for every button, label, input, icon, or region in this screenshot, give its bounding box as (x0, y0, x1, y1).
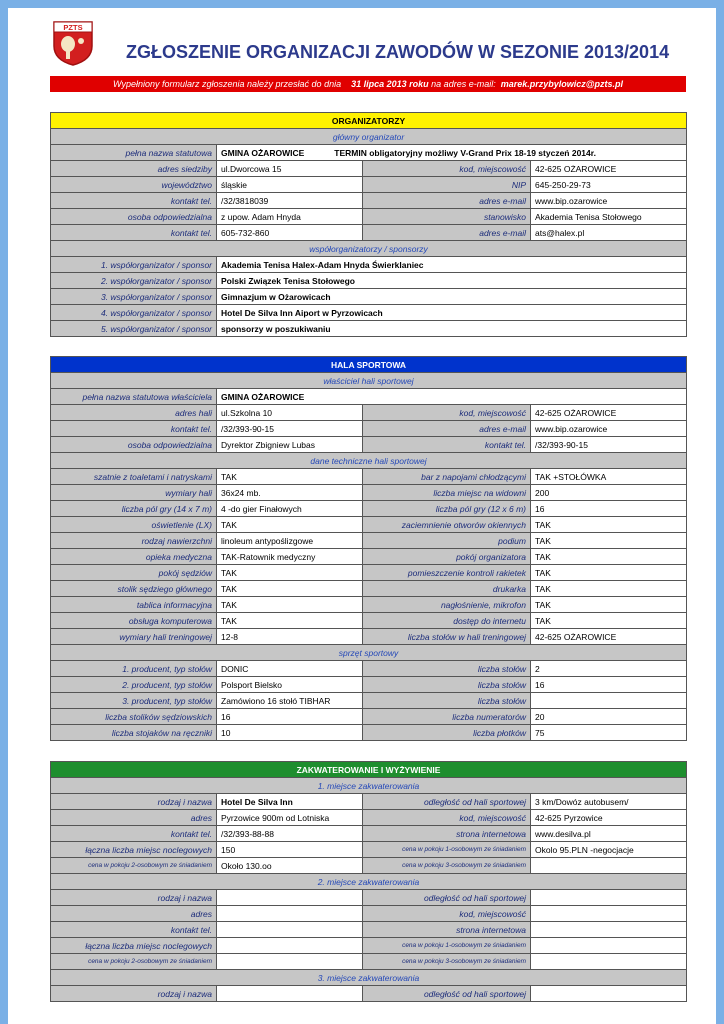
row-field[interactable] (531, 986, 687, 1002)
row-field[interactable]: 12-8 (217, 629, 363, 645)
row-field[interactable]: /32/393-90-15 (217, 421, 363, 437)
row-field[interactable]: Pyrzowice 900m od Lotniska (217, 810, 363, 826)
row-label: szatnie z toaletami i natryskami (51, 469, 217, 485)
address-label: adres siedziby (51, 161, 217, 177)
row-field[interactable]: /32/393-90-15 (531, 437, 687, 453)
row-label: kontakt tel. (51, 421, 217, 437)
row-label: rodzaj i nazwa (51, 890, 217, 906)
full-name-value: GMINA OŻAROWICE (221, 147, 305, 158)
row-label: osoba odpowiedzialna (51, 437, 217, 453)
row-label: liczba pól gry (14 x 7 m) (51, 501, 217, 517)
row-label: liczba płotków (363, 725, 531, 741)
row-label: kod, miejscowość (363, 405, 531, 421)
row-label: liczba stołów w hali treningowej (363, 629, 531, 645)
phone-field[interactable]: /32/3818039 (217, 193, 363, 209)
row-label: odległość od hali sportowej (363, 986, 531, 1002)
deadline-notice (50, 76, 686, 92)
row-label: adres (51, 810, 217, 826)
row-field[interactable] (531, 906, 687, 922)
tech-data-subheading: dane techniczne hali sportowej (51, 453, 687, 469)
row-field[interactable] (217, 890, 363, 906)
row-label: adres hali (51, 405, 217, 421)
row-field[interactable]: TAK (531, 517, 687, 533)
row-label: 2. producent, typ stołów (51, 677, 217, 693)
row-label: kontakt tel. (51, 922, 217, 938)
row-label: łączna liczba miejsc noclegowych (51, 938, 217, 954)
row-field[interactable] (217, 922, 363, 938)
row-label: odległość od hali sportowej (363, 794, 531, 810)
postal-field[interactable]: 42-625 OŻAROWICE (531, 161, 687, 177)
email-field[interactable]: ats@halex.pl (531, 225, 687, 241)
row-label: bar z napojami chłodzącymi (363, 469, 531, 485)
row-field[interactable] (531, 890, 687, 906)
row-label: wymiary hali (51, 485, 217, 501)
row-field[interactable]: 200 (531, 485, 687, 501)
row-field[interactable]: 36x24 mb. (217, 485, 363, 501)
row-field[interactable]: TAK (217, 565, 363, 581)
row-label: stolik sędziego głównego (51, 581, 217, 597)
lodging-heading: ZAKWATEROWANIE I WYŻYWIENIE (51, 762, 687, 778)
row-field[interactable]: 20 (531, 709, 687, 725)
row-field[interactable]: ul.Szkolna 10 (217, 405, 363, 421)
row-field[interactable]: TAK (531, 565, 687, 581)
row-field[interactable] (217, 954, 363, 970)
row-label: 3. producent, typ stołów (51, 693, 217, 709)
row-field[interactable] (531, 693, 687, 709)
row-field[interactable]: TAK (531, 581, 687, 597)
row-field[interactable]: TAK (531, 533, 687, 549)
organizers-heading: ORGANIZATORZY (51, 113, 687, 129)
address-field[interactable]: ul.Dworcowa 15 (217, 161, 363, 177)
row-label: cena w pokoju 1-osobowym ze śniadaniem (363, 842, 531, 858)
co-organizer-label: 4. współorganizator / sponsor (51, 305, 217, 321)
row-field[interactable]: TAK (217, 517, 363, 533)
co-organizers-subheading: współorganizatorzy / sponsorzy (51, 241, 687, 257)
row-label: nagłośnienie, mikrofon (363, 597, 531, 613)
email-label: adres e-mail (363, 225, 531, 241)
row-field[interactable]: www.bip.ozarowice (531, 421, 687, 437)
row-label: rodzaj nawierzchni (51, 533, 217, 549)
lodging-3-subheading: 3. miejsce zakwaterowania (51, 970, 687, 986)
hall-heading: HALA SPORTOWA (51, 357, 687, 373)
row-label: liczba stojaków na ręczniki (51, 725, 217, 741)
row-field[interactable]: TAK (217, 613, 363, 629)
row-field[interactable]: Okolo 95.PLN -negocjacje (531, 842, 687, 858)
row-field[interactable]: TAK (531, 597, 687, 613)
row-field[interactable]: TAK (217, 597, 363, 613)
organizers-section (50, 112, 687, 337)
lodging-2-subheading: 2. miejsce zakwaterowania (51, 874, 687, 890)
hall-owner-subheading: właściciel hali sportowej (51, 373, 687, 389)
row-field[interactable]: 42-625 OŻAROWICE (531, 405, 687, 421)
row-field[interactable]: 3 km/Dowóz autobusem/ (531, 794, 687, 810)
pzts-logo (52, 20, 94, 66)
row-field[interactable]: linoleum antypoślizgowe (217, 533, 363, 549)
row-label: kontakt tel. (51, 826, 217, 842)
row-field[interactable]: TAK (531, 549, 687, 565)
person-label: osoba odpowiedzialna (51, 209, 217, 225)
row-field[interactable] (217, 986, 363, 1002)
row-field[interactable] (217, 938, 363, 954)
notice-text-2: na adres e-mail: (431, 79, 496, 89)
row-label: liczba stołów (363, 693, 531, 709)
row-field[interactable]: 42-625 Pyrzowice (531, 810, 687, 826)
row-label: 1. producent, typ stołów (51, 661, 217, 677)
row-field[interactable]: DONIC (217, 661, 363, 677)
row-field[interactable]: Około 130.oo (217, 858, 363, 874)
www-field[interactable]: www.bip.ozarowice (531, 193, 687, 209)
equipment-subheading: sprzęt sportowy (51, 645, 687, 661)
lodging-1-subheading: 1. miejsce zakwaterowania (51, 778, 687, 794)
row-field[interactable] (531, 858, 687, 874)
row-label: pomieszczenie kontroli rakietek (363, 565, 531, 581)
notice-date: 31 lipca 2013 roku (351, 79, 429, 89)
owner-name-field[interactable]: GMINA OŻAROWICE (217, 389, 687, 405)
row-label: cena w pokoju 2-osobowym ze śniadaniem (51, 858, 217, 874)
row-label: podium (363, 533, 531, 549)
row-label: zaciemnienie otworów okiennych (363, 517, 531, 533)
row-field[interactable]: Hotel De Silva Inn (217, 794, 363, 810)
row-label: kod, miejscowość (363, 810, 531, 826)
row-label: rodzaj i nazwa (51, 986, 217, 1002)
row-field[interactable]: TAK (531, 613, 687, 629)
www-label: adres e-mail (363, 193, 531, 209)
row-field[interactable] (531, 938, 687, 954)
voivodeship-field[interactable]: śląskie (217, 177, 363, 193)
row-label: rodzaj i nazwa (51, 794, 217, 810)
row-field[interactable]: 4 -do gier Finałowych (217, 501, 363, 517)
row-label: drukarka (363, 581, 531, 597)
row-label: opieka medyczna (51, 549, 217, 565)
row-field[interactable]: 42-625 OŻAROWICE (531, 629, 687, 645)
row-label: odległość od hali sportowej (363, 890, 531, 906)
row-field[interactable] (531, 954, 687, 970)
row-label: pokój organizatora (363, 549, 531, 565)
postal-label: kod, miejscowość (363, 161, 531, 177)
row-label: tablica informacyjna (51, 597, 217, 613)
row-field[interactable]: 10 (217, 725, 363, 741)
nip-label: NIP (363, 177, 531, 193)
row-field[interactable]: 75 (531, 725, 687, 741)
page-title: ZGŁOSZENIE ORGANIZACJI ZAWODÓW W SEZONIE 2013/2014 (126, 42, 670, 62)
row-label: pokój sędziów (51, 565, 217, 581)
row-field[interactable]: Dyrektor Zbigniew Lubas (217, 437, 363, 453)
row-label: łączna liczba miejsc noclegowych (51, 842, 217, 858)
row-label: liczba stołów (363, 677, 531, 693)
row-field[interactable] (531, 922, 687, 938)
co-organizer-field[interactable]: Hotel De Silva Inn Aiport w Pyrzowicach (217, 305, 687, 321)
row-label: liczba pól gry (12 x 6 m) (363, 501, 531, 517)
form-page (8, 8, 716, 1024)
co-organizer-label: 3. współorganizator / sponsor (51, 289, 217, 305)
row-label: cena w pokoju 3-osobowym ze śniadaniem (363, 858, 531, 874)
full-name-label: pełna nazwa statutowa (51, 145, 217, 161)
row-field[interactable]: Zamówiono 16 stołó TIBHAR (217, 693, 363, 709)
co-organizer-label: 2. współorganizator / sponsor (51, 273, 217, 289)
row-label: liczba numeratorów (363, 709, 531, 725)
co-organizer-field[interactable]: Akademia Tenisa Halex-Adam Hnyda Świerklaniec (217, 257, 687, 273)
row-label: kontakt tel. (363, 437, 531, 453)
notice-text: Wypełniony formularz zgłoszenia należy przesłać do dnia (112, 79, 342, 89)
row-field[interactable]: TAK +STOŁÓWKA (531, 469, 687, 485)
row-field[interactable]: 2 (531, 661, 687, 677)
voivodeship-label: województwo (51, 177, 217, 193)
hall-section (50, 356, 687, 741)
notice-email[interactable]: marek.przybylowicz@pzts.pl (500, 79, 624, 89)
position-label: stanowisko (363, 209, 531, 225)
row-field[interactable]: 150 (217, 842, 363, 858)
row-label: cena w pokoju 1-osobowym ze śniadaniem (363, 938, 531, 954)
row-label: liczba miejsc na widowni (363, 485, 531, 501)
row-field[interactable] (217, 906, 363, 922)
row-label: liczba stołów (363, 661, 531, 677)
row-field[interactable]: 16 (531, 677, 687, 693)
co-organizer-label: 5. współorganizator / sponsor (51, 321, 217, 337)
row-field[interactable]: TAK-Ratownik medyczny (217, 549, 363, 565)
row-field[interactable]: 16 (531, 501, 687, 517)
nip-field[interactable]: 645-250-29-73 (531, 177, 687, 193)
owner-name-label: pełna nazwa statutowa właściciela (51, 389, 217, 405)
row-field[interactable]: Polsport Bielsko (217, 677, 363, 693)
row-label: adres e-mail (363, 421, 531, 437)
row-label: obsługa komputerowa (51, 613, 217, 629)
row-label: wymiary hali treningowej (51, 629, 217, 645)
phone-label: kontakt tel. (51, 193, 217, 209)
term-text: TERMIN obligatoryjny możliwy V-Grand Prix 18-19 styczeń 2014r. (334, 147, 596, 158)
row-label: strona internetowa (363, 922, 531, 938)
person-field[interactable]: z upow. Adam Hnyda (217, 209, 363, 225)
co-organizer-field[interactable]: Gimnazjum w Ożarowicach (217, 289, 687, 305)
row-field[interactable]: 16 (217, 709, 363, 725)
lodging-section (50, 761, 687, 1002)
row-label: liczba stolików sędziowskich (51, 709, 217, 725)
row-label: kod, miejscowość (363, 906, 531, 922)
row-label: cena w pokoju 2-osobowym ze śniadaniem (51, 954, 217, 970)
phone2-field[interactable]: 605-732-860 (217, 225, 363, 241)
position-field[interactable]: Akademia Tenisa Stołowego (531, 209, 687, 225)
row-label: adres (51, 906, 217, 922)
full-name-field[interactable] (217, 145, 687, 161)
main-organizer-subheading: główny organizator (51, 129, 687, 145)
row-label: oświetlenie (LX) (51, 517, 217, 533)
row-field[interactable]: TAK (217, 581, 363, 597)
logo-text: PZTS (63, 23, 83, 32)
row-field[interactable]: /32/393-88-88 (217, 826, 363, 842)
row-label: cena w pokoju 3-osobowym ze śniadaniem (363, 954, 531, 970)
co-organizer-field[interactable]: sponsorzy w poszukiwaniu (217, 321, 687, 337)
row-field[interactable]: www.desilva.pl (531, 826, 687, 842)
row-label: dostęp do internetu (363, 613, 531, 629)
co-organizer-field[interactable]: Polski Związek Tenisa Stołowego (217, 273, 687, 289)
phone2-label: kontakt tel. (51, 225, 217, 241)
co-organizer-label: 1. współorganizator / sponsor (51, 257, 217, 273)
row-field[interactable]: TAK (217, 469, 363, 485)
row-label: strona internetowa (363, 826, 531, 842)
